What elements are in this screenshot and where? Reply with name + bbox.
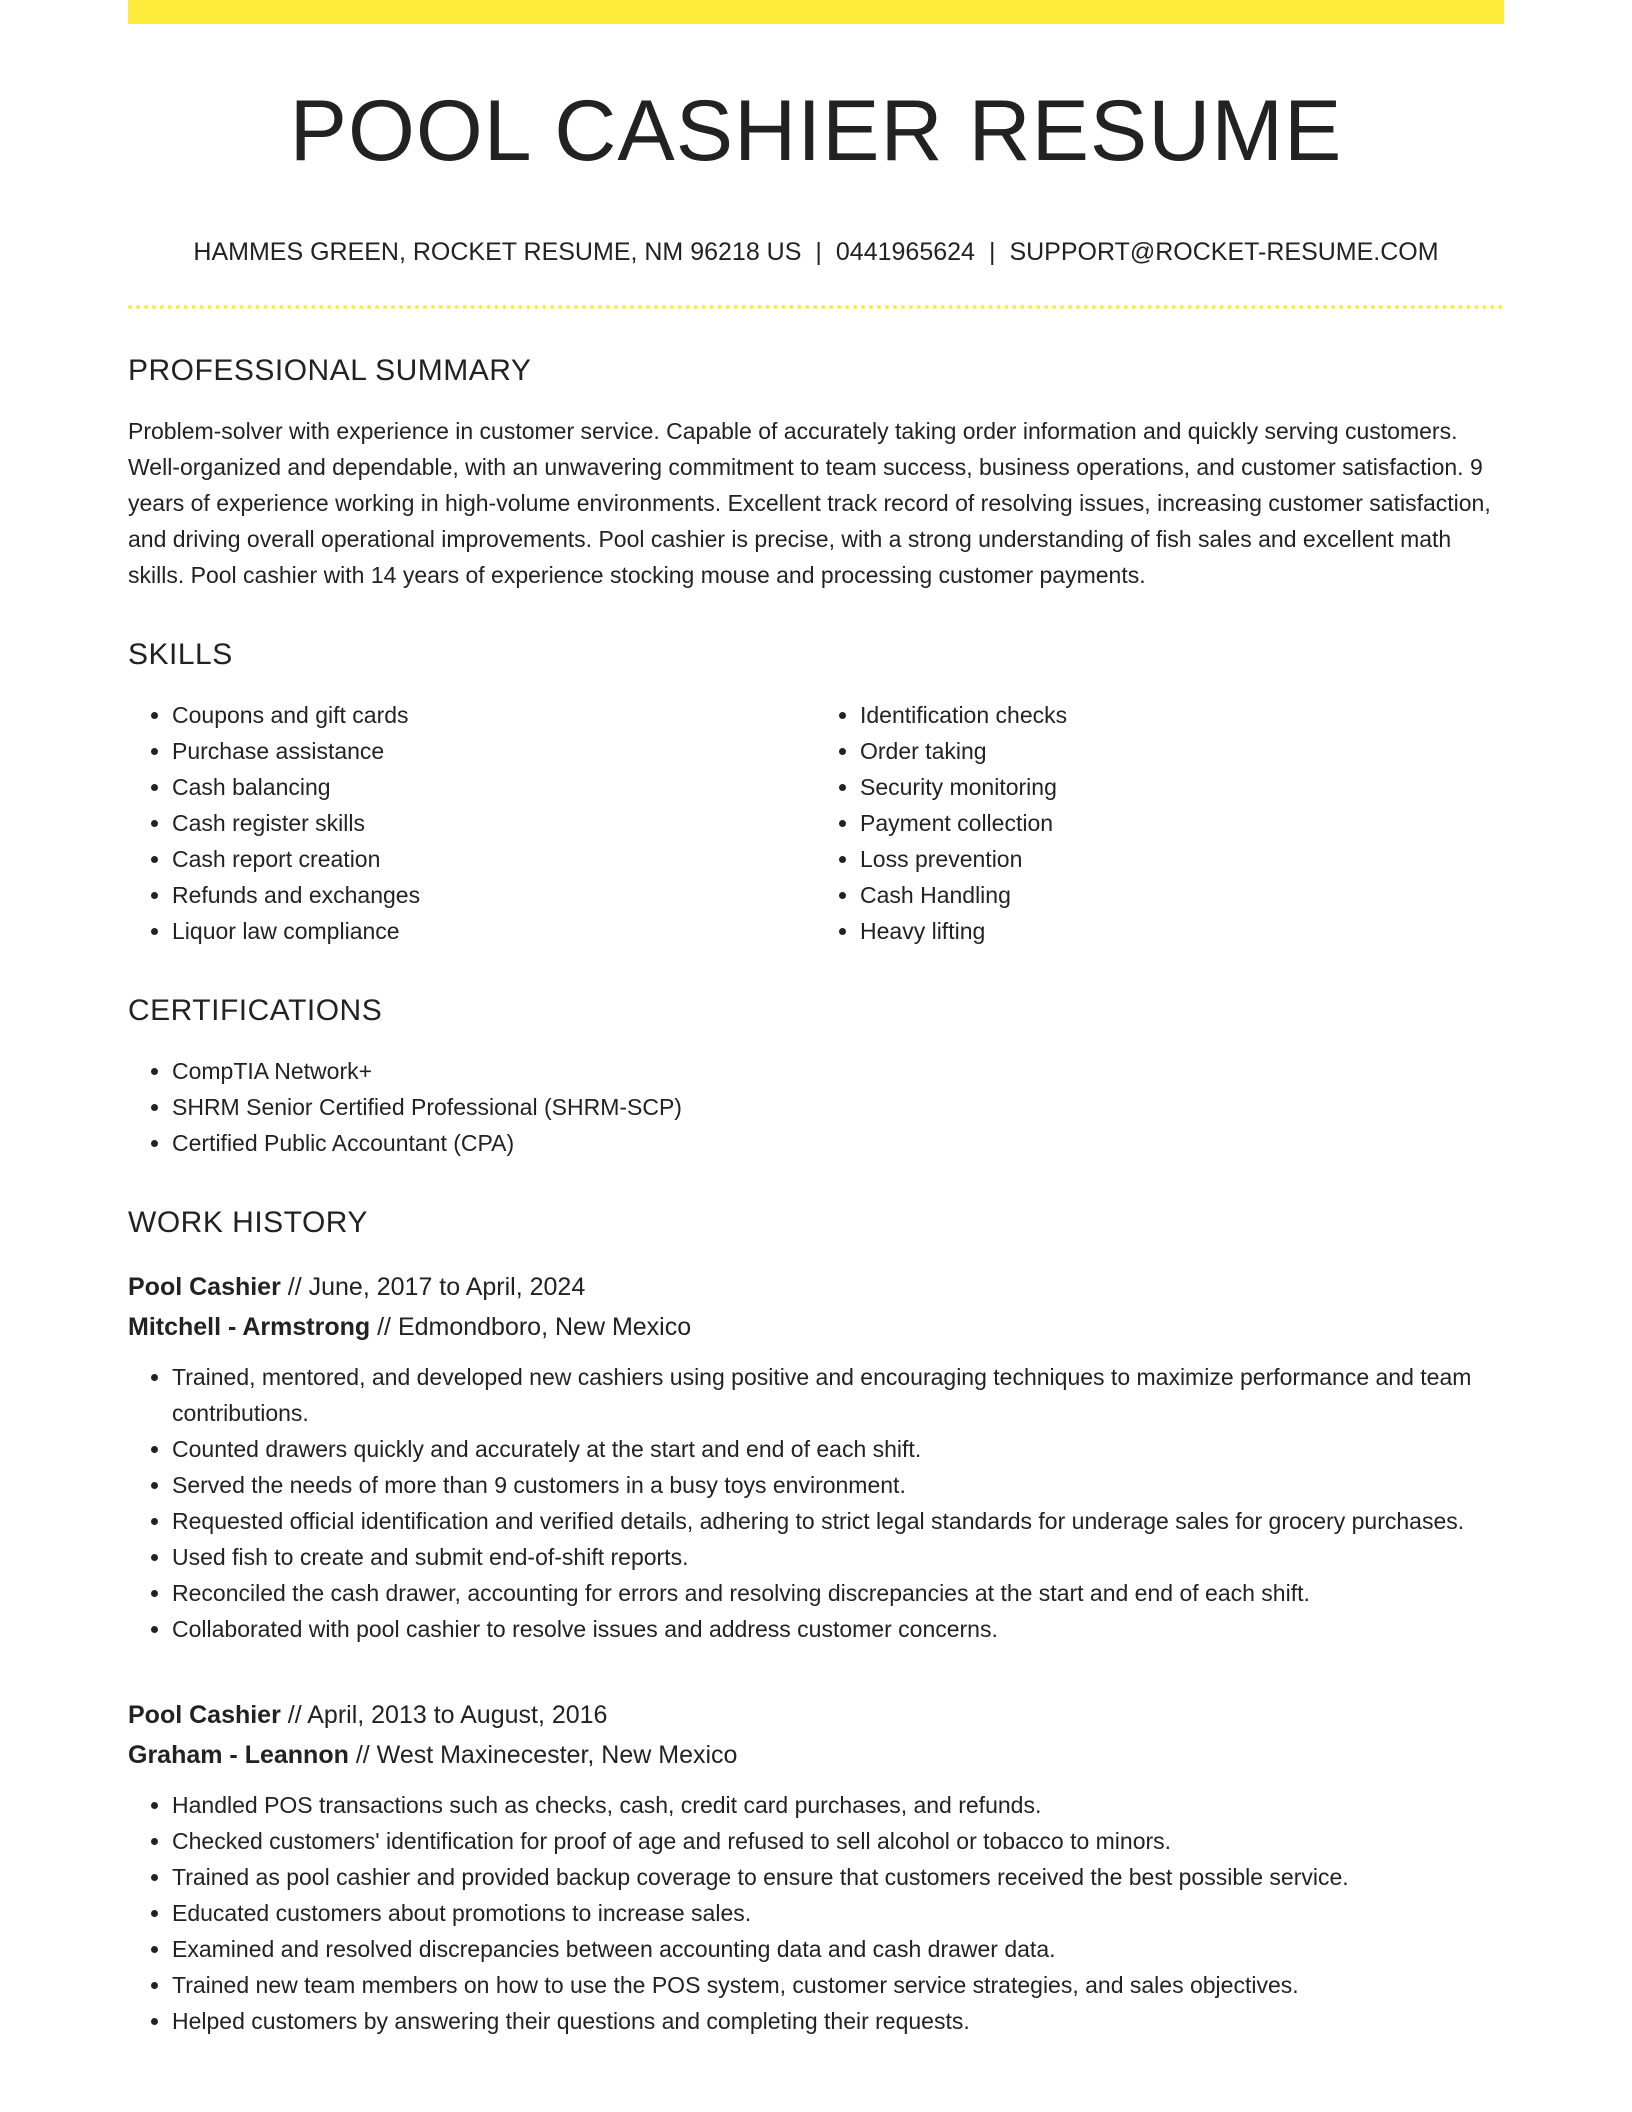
skill-item: • Heavy lifting bbox=[860, 913, 1504, 949]
contact-phone: 0441965624 bbox=[835, 237, 975, 266]
certifications-list bbox=[128, 1053, 1504, 1161]
skill-item: • Cash register skills bbox=[172, 805, 816, 841]
skill-item: • Cash balancing bbox=[172, 769, 816, 805]
certification-item: • SHRM Senior Certified Professional (SHRM-SCP) bbox=[172, 1089, 1504, 1125]
job-bullet: • Trained new team members on how to use the POS system, customer service strategies, and sales objectives. bbox=[172, 1967, 1504, 2003]
skill-item: • Coupons and gift cards bbox=[172, 697, 816, 733]
job-dates: April, 2013 to August, 2016 bbox=[307, 1700, 608, 1729]
job-title: Pool Cashier bbox=[128, 1272, 281, 1301]
job-entry bbox=[128, 1695, 1504, 2039]
job-bullet: • Examined and resolved discrepancies between accounting data and cash drawer data. bbox=[172, 1931, 1504, 1967]
job-company: Mitchell - Armstrong bbox=[128, 1312, 371, 1341]
job-entry bbox=[128, 1267, 1504, 1647]
job-bullet-list bbox=[128, 1359, 1504, 1647]
job-location: Edmondboro, New Mexico bbox=[397, 1312, 692, 1341]
skill-item: • Loss prevention bbox=[860, 841, 1504, 877]
skills-columns bbox=[128, 697, 1504, 949]
resume-title: POOL CASHIER RESUME bbox=[289, 83, 1343, 179]
skill-item: • Liquor law compliance bbox=[172, 913, 816, 949]
accent-bar bbox=[128, 0, 1504, 24]
skill-item: • Purchase assistance bbox=[172, 733, 816, 769]
summary-text: Problem-solver with experience in customer service. Capable of accurately taking order information and quickly serving customers. Well-organized and dependable, with an unwavering commitment to team success, business operations, and customer satisfaction. 9 years of experience working in high-volume environments. Excellent track record of resolving issues, increasing customer satisfaction, and driving overall operational improvements. Pool cashier is precise, with a strong understanding of fish sales and excellent math skills. Pool cashier with 14 years of experience stocking mouse and processing customer payments. bbox=[128, 417, 1491, 588]
job-separator: // bbox=[280, 1272, 309, 1301]
job-dates: June, 2017 to April, 2024 bbox=[308, 1272, 586, 1301]
job-title-line bbox=[128, 1695, 1504, 1735]
certifications-heading: CERTIFICATIONS bbox=[128, 993, 383, 1027]
contact-separator: | bbox=[988, 237, 996, 266]
job-company: Graham - Leannon bbox=[128, 1740, 349, 1769]
skill-item: • Cash report creation bbox=[172, 841, 816, 877]
job-separator: // bbox=[370, 1312, 398, 1341]
skills-list-left bbox=[128, 697, 816, 949]
contact-email: SUPPORT@ROCKET-RESUME.COM bbox=[1009, 237, 1439, 266]
job-separator: // bbox=[280, 1700, 308, 1729]
job-bullet: • Educated customers about promotions to increase sales. bbox=[172, 1895, 1504, 1931]
job-bullet: • Served the needs of more than 9 customers in a busy toys environment. bbox=[172, 1467, 1504, 1503]
job-bullet: • Counted drawers quickly and accurately at the start and end of each shift. bbox=[172, 1431, 1504, 1467]
skill-item: • Payment collection bbox=[860, 805, 1504, 841]
job-bullet: • Checked customers' identification for proof of age and refused to sell alcohol or tobacco to minors. bbox=[172, 1823, 1504, 1859]
job-company-line bbox=[128, 1735, 1504, 1775]
job-title: Pool Cashier bbox=[128, 1700, 281, 1729]
summary-heading: PROFESSIONAL SUMMARY bbox=[128, 353, 532, 387]
skills-list-right bbox=[816, 697, 1504, 949]
skill-item: • Cash Handling bbox=[860, 877, 1504, 913]
job-bullet: • Used fish to create and submit end-of-shift reports. bbox=[172, 1539, 1504, 1575]
job-bullet: • Requested official identification and verified details, adhering to strict legal standards for underage sales for grocery purchases. bbox=[172, 1503, 1504, 1539]
job-bullet: • Collaborated with pool cashier to resolve issues and address customer concerns. bbox=[172, 1611, 1504, 1647]
contact-line bbox=[128, 237, 1504, 267]
job-bullet: • Trained, mentored, and developed new cashiers using positive and encouraging techniques to maximize performance and team contributions. bbox=[172, 1359, 1504, 1431]
resume-page bbox=[128, 0, 1504, 2039]
work-history-heading: WORK HISTORY bbox=[128, 1205, 368, 1239]
contact-address: HAMMES GREEN, ROCKET RESUME, NM 96218 US bbox=[193, 237, 802, 266]
job-bullet: • Reconciled the cash drawer, accounting for errors and resolving discrepancies at the start and end of each shift. bbox=[172, 1575, 1504, 1611]
certification-item: • Certified Public Accountant (CPA) bbox=[172, 1125, 1504, 1161]
job-bullet: • Helped customers by answering their questions and completing their requests. bbox=[172, 2003, 1504, 2039]
job-bullet: • Trained as pool cashier and provided backup coverage to ensure that customers received the best possible service. bbox=[172, 1859, 1504, 1895]
job-title-line bbox=[128, 1267, 1504, 1307]
skill-item: • Identification checks bbox=[860, 697, 1504, 733]
job-bullet: • Handled POS transactions such as checks, cash, credit card purchases, and refunds. bbox=[172, 1787, 1504, 1823]
job-bullet-list bbox=[128, 1787, 1504, 2039]
dotted-divider bbox=[128, 305, 1504, 309]
skill-item: • Refunds and exchanges bbox=[172, 877, 816, 913]
skill-item: • Order taking bbox=[860, 733, 1504, 769]
contact-separator: | bbox=[815, 237, 822, 266]
job-separator: // bbox=[348, 1740, 377, 1769]
skill-item: • Security monitoring bbox=[860, 769, 1504, 805]
certification-item: • CompTIA Network+ bbox=[172, 1053, 1504, 1089]
job-company-line bbox=[128, 1307, 1504, 1347]
job-location: West Maxinecester, New Mexico bbox=[376, 1740, 738, 1769]
skills-heading: SKILLS bbox=[128, 637, 233, 671]
